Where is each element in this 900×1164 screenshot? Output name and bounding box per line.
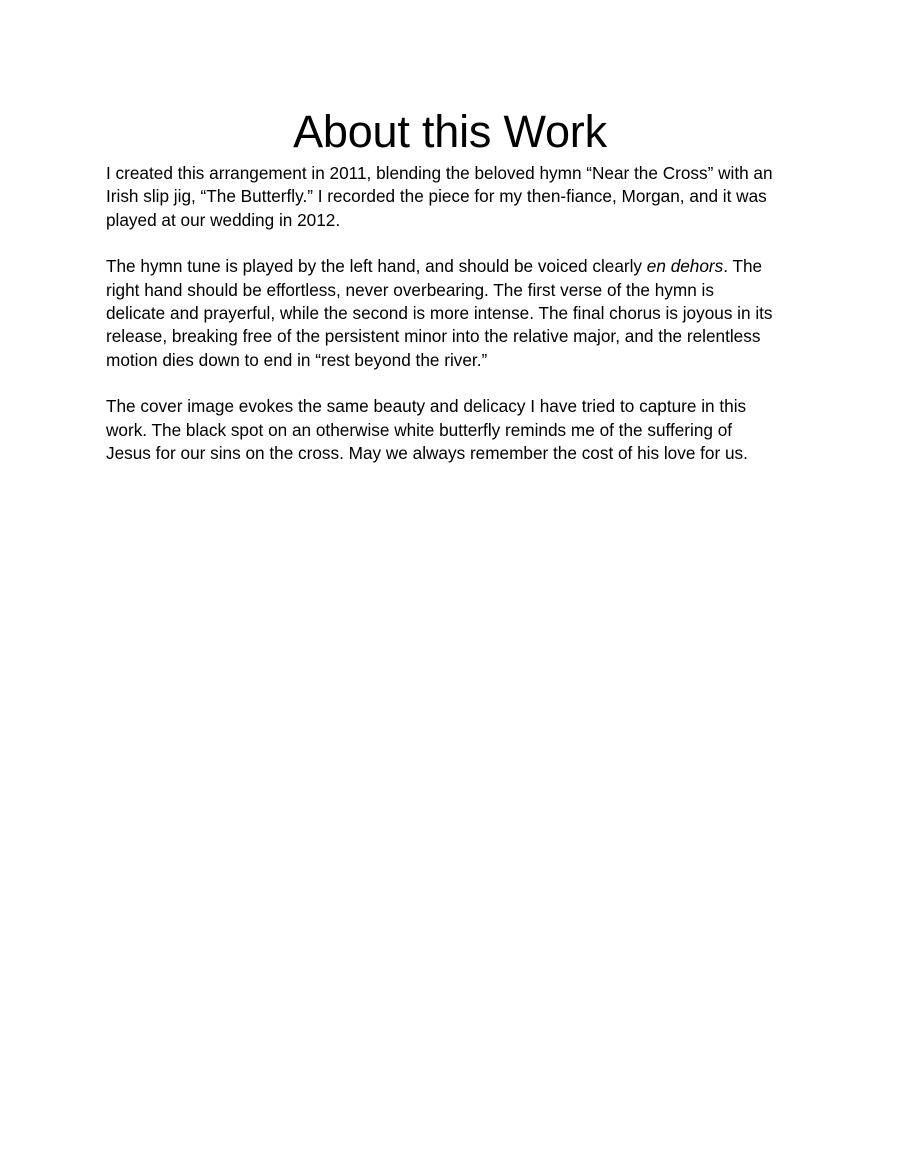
paragraph-line: The cover image evokes the same beauty and delicacy I have tried to capture in this [106,396,747,417]
paragraph-line: I created this arrangement in 2011, blending the beloved hymn “Near the Cross” with an [106,163,773,183]
paragraph-line: right hand should be effortless, never overbearing. The first verse of the hymn is [106,279,714,300]
paragraph-arrangement [106,162,806,232]
paragraph-cover-image [106,395,806,465]
body-text [106,162,806,488]
paragraph-line: Irish slip jig, “The Butterfly.” I recorded the piece for my then-fiance, Morgan, and it was [106,186,767,207]
paragraph-line: release, breaking free of the persistent minor into the relative major, and the relentless [106,326,761,347]
paragraph-line: delicate and prayerful, while the second is more intense. The final chorus is joyous in its [106,303,773,324]
paragraph-line [106,255,806,278]
paragraph-line: Jesus for our sins on the cross. May we always remember the cost of his love for us. [106,443,748,464]
italic-term: en dehors [646,256,724,277]
paragraph-line: played at our wedding in 2012. [106,209,341,230]
paragraph-performance [106,255,806,372]
text-run: The hymn tune is played by the left hand, and should be voiced clearly [106,256,647,277]
paragraph-line: work. The black spot on an otherwise white butterfly reminds me of the suffering of [106,419,733,440]
paragraph-line: motion dies down to end in “rest beyond the river.” [106,349,488,370]
text-run: . The [723,256,763,277]
page-title: About this Work [293,106,607,157]
